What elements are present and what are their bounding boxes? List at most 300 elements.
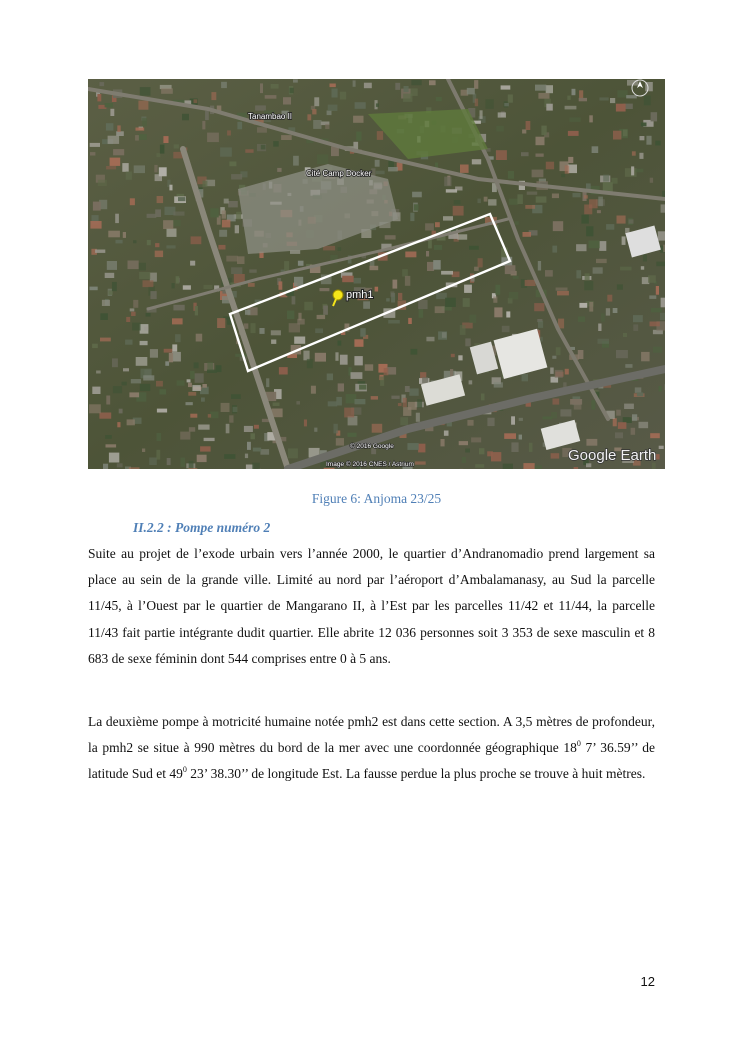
rooftop — [613, 308, 618, 313]
rooftop — [603, 175, 609, 182]
rooftop — [444, 177, 451, 187]
rooftop — [287, 311, 294, 320]
rooftop — [139, 272, 150, 279]
rooftop — [526, 121, 531, 130]
rooftop — [317, 315, 326, 319]
rooftop — [135, 135, 139, 141]
rooftop — [194, 362, 199, 368]
rooftop — [298, 313, 301, 321]
rooftop — [157, 433, 162, 441]
rooftop — [354, 278, 361, 284]
rooftop — [175, 334, 181, 342]
rooftop — [129, 467, 140, 469]
rooftop — [444, 431, 449, 436]
rooftop — [637, 392, 643, 396]
rooftop — [617, 284, 623, 289]
rooftop — [244, 426, 253, 432]
rooftop — [189, 427, 195, 432]
rooftop — [436, 97, 442, 101]
rooftop — [112, 358, 118, 367]
rooftop — [509, 199, 518, 205]
rooftop — [96, 371, 101, 374]
rooftop — [555, 370, 563, 378]
rooftop — [409, 388, 418, 395]
rooftop — [522, 129, 526, 133]
image-credit: Image © 2016 CNES / Astrium — [326, 461, 414, 468]
paragraph-2-part-2: 7’ 36.59’’ de latitude Sud et 49 — [88, 740, 655, 782]
rooftop — [106, 444, 117, 447]
rooftop — [364, 83, 372, 89]
rooftop — [110, 158, 121, 166]
rooftop — [365, 364, 374, 371]
rooftop — [661, 298, 665, 308]
rooftop — [235, 225, 239, 233]
rooftop — [574, 400, 582, 410]
rooftop — [294, 277, 303, 287]
rooftop — [208, 414, 211, 418]
rooftop — [454, 200, 461, 205]
rooftop — [90, 143, 100, 147]
rooftop — [519, 418, 523, 421]
rooftop — [105, 103, 113, 107]
rooftop — [220, 147, 232, 156]
rooftop — [110, 109, 114, 116]
rooftop — [123, 232, 126, 238]
rooftop — [613, 131, 621, 140]
rooftop — [435, 222, 440, 227]
rooftop — [327, 111, 332, 116]
satellite-figure — [88, 79, 665, 469]
rooftop — [273, 403, 280, 407]
rooftop — [596, 259, 607, 263]
rooftop — [294, 337, 305, 344]
rooftop — [340, 355, 348, 365]
rooftop — [279, 281, 283, 289]
rooftop — [188, 392, 196, 396]
rooftop — [312, 109, 316, 114]
rooftop — [557, 291, 569, 296]
rooftop — [525, 280, 536, 286]
rooftop — [142, 118, 147, 126]
rooftop — [391, 396, 399, 399]
rooftop — [167, 458, 171, 465]
rooftop — [97, 94, 101, 101]
rooftop — [113, 149, 124, 155]
rooftop — [603, 182, 613, 191]
rooftop — [523, 232, 532, 237]
rooftop — [601, 313, 605, 321]
rooftop — [363, 301, 370, 309]
paragraph-2 — [88, 709, 655, 788]
rooftop — [586, 439, 597, 446]
rooftop — [190, 414, 197, 418]
rooftop — [646, 136, 651, 145]
rooftop — [117, 422, 120, 427]
rooftop — [355, 102, 366, 109]
rooftop — [636, 169, 644, 173]
rooftop — [119, 409, 123, 414]
rooftop — [534, 303, 544, 311]
rooftop — [565, 165, 570, 173]
rooftop — [498, 112, 506, 117]
rooftop — [197, 455, 207, 462]
rooftop — [304, 302, 313, 311]
rooftop — [219, 230, 227, 237]
rooftop — [283, 97, 291, 104]
rooftop — [639, 422, 649, 428]
rooftop — [261, 145, 266, 150]
rooftop — [186, 402, 193, 405]
rooftop — [546, 85, 553, 93]
rooftop — [172, 352, 181, 362]
rooftop — [336, 438, 344, 446]
rooftop — [410, 213, 414, 221]
rooftop — [418, 444, 425, 453]
rooftop — [525, 205, 535, 209]
rooftop — [140, 341, 148, 345]
rooftop — [581, 215, 589, 224]
rooftop — [553, 221, 563, 231]
rooftop — [552, 246, 557, 253]
rooftop — [288, 448, 298, 458]
rooftop — [433, 260, 441, 270]
rooftop — [484, 197, 488, 202]
rooftop — [231, 394, 241, 399]
rooftop — [328, 105, 338, 111]
rooftop — [226, 256, 238, 262]
rooftop — [644, 96, 651, 106]
rooftop — [404, 86, 409, 92]
rooftop — [112, 282, 117, 291]
rooftop — [160, 145, 165, 154]
rooftop — [375, 287, 379, 292]
rooftop — [236, 212, 241, 220]
rooftop — [625, 364, 632, 368]
rooftop — [167, 229, 177, 237]
rooftop — [157, 409, 167, 413]
rooftop — [641, 352, 650, 361]
rooftop — [584, 205, 592, 215]
rooftop — [204, 285, 213, 289]
rooftop — [551, 453, 560, 458]
rooftop — [640, 136, 645, 140]
section-heading: II.2.2 : Pompe numéro 2 — [133, 520, 271, 535]
rooftop — [107, 261, 117, 270]
rooftop — [488, 199, 496, 205]
rooftop — [161, 88, 173, 94]
rooftop — [338, 247, 342, 251]
rooftop — [140, 87, 151, 96]
rooftop — [650, 322, 660, 327]
rooftop — [204, 438, 215, 441]
rooftop — [398, 403, 402, 406]
rooftop — [128, 261, 139, 270]
rooftop — [296, 401, 300, 404]
rooftop — [182, 114, 189, 121]
rooftop — [579, 90, 583, 98]
rooftop — [266, 378, 269, 387]
rooftop — [205, 111, 209, 120]
rooftop — [334, 424, 338, 434]
rooftop — [659, 446, 664, 449]
rooftop — [218, 245, 225, 250]
rooftop — [217, 318, 225, 328]
rooftop — [376, 171, 385, 175]
rooftop — [198, 425, 209, 430]
rooftop — [245, 149, 253, 153]
rooftop — [354, 356, 362, 365]
rooftop — [565, 106, 577, 110]
degree-sup-1: 0 — [576, 738, 581, 748]
rooftop — [196, 334, 203, 342]
rooftop — [428, 239, 432, 248]
rooftop — [651, 308, 662, 312]
rooftop — [106, 396, 110, 405]
rooftop — [620, 267, 631, 271]
rooftop — [130, 198, 135, 205]
rooftop — [229, 162, 236, 167]
rooftop — [190, 371, 195, 379]
rooftop — [384, 368, 389, 375]
place-label-1: Tanambao II — [248, 112, 293, 121]
rooftop — [513, 276, 519, 279]
rooftop — [245, 454, 248, 459]
rooftop — [467, 420, 473, 426]
rooftop — [469, 246, 479, 250]
rooftop — [173, 212, 184, 216]
rooftop — [458, 355, 462, 360]
rooftop — [606, 308, 610, 315]
rooftop — [469, 380, 473, 384]
rooftop — [535, 85, 546, 91]
rooftop — [623, 333, 627, 337]
rooftop — [629, 219, 634, 223]
rooftop — [277, 168, 281, 172]
rooftop — [656, 262, 665, 267]
rooftop — [328, 401, 338, 406]
rooftop — [136, 357, 148, 366]
rooftop — [327, 374, 333, 381]
rooftop — [496, 150, 507, 160]
rooftop — [535, 465, 542, 469]
rooftop — [495, 285, 500, 295]
rooftop — [360, 328, 365, 337]
rooftop — [342, 276, 354, 283]
rooftop — [207, 362, 213, 370]
rooftop — [156, 381, 163, 387]
rooftop — [338, 383, 344, 391]
rooftop — [290, 88, 294, 93]
rooftop — [203, 181, 208, 187]
rooftop — [479, 448, 484, 454]
rooftop — [386, 298, 390, 301]
rooftop — [501, 85, 511, 89]
rooftop — [231, 174, 242, 179]
rooftop — [133, 240, 136, 243]
rooftop — [403, 94, 412, 102]
rooftop — [260, 449, 269, 455]
rooftop — [99, 413, 111, 419]
rooftop — [247, 442, 251, 450]
rooftop — [515, 221, 519, 225]
rooftop — [380, 377, 384, 386]
rooftop — [376, 103, 379, 107]
rooftop — [660, 313, 665, 320]
rooftop — [464, 285, 472, 293]
rooftop — [453, 206, 464, 216]
rooftop — [648, 275, 656, 283]
rooftop — [336, 397, 342, 406]
rooftop — [293, 156, 299, 166]
rooftop — [599, 97, 608, 100]
rooftop — [504, 103, 509, 106]
rooftop — [641, 123, 647, 127]
rooftop — [422, 377, 428, 383]
rooftop — [149, 458, 157, 466]
rooftop — [169, 185, 172, 191]
rooftop — [408, 318, 412, 324]
degree-sup-2: 0 — [182, 764, 187, 774]
rooftop — [194, 99, 198, 103]
rooftop — [315, 328, 323, 333]
rooftop — [651, 112, 658, 121]
rooftop — [606, 224, 614, 230]
rooftop — [578, 316, 585, 321]
rooftop — [527, 192, 538, 195]
rooftop — [475, 464, 484, 468]
rooftop — [653, 347, 662, 353]
rooftop — [508, 95, 513, 103]
rooftop — [136, 128, 145, 131]
rooftop — [519, 435, 522, 440]
rooftop — [615, 432, 623, 438]
rooftop — [536, 196, 547, 202]
rooftop — [390, 291, 394, 296]
rooftop — [130, 308, 135, 311]
rooftop — [412, 192, 422, 198]
rooftop — [508, 171, 514, 179]
rooftop — [132, 323, 141, 331]
rooftop — [631, 428, 636, 435]
rooftop — [210, 208, 218, 217]
rooftop — [254, 425, 259, 429]
rooftop — [166, 245, 175, 248]
rooftop — [178, 197, 185, 201]
rooftop — [174, 144, 179, 148]
rooftop — [289, 323, 300, 332]
rooftop — [252, 463, 260, 469]
rooftop — [122, 382, 127, 386]
rooftop — [106, 166, 116, 169]
rooftop — [607, 295, 612, 302]
rooftop — [320, 288, 330, 291]
rooftop — [271, 340, 276, 344]
rooftop — [434, 245, 442, 250]
rooftop — [303, 351, 309, 361]
copyright-credit: © 2016 Google — [350, 443, 394, 450]
rooftop — [613, 418, 617, 426]
rooftop — [585, 273, 590, 280]
rooftop — [284, 261, 289, 271]
rooftop — [200, 446, 211, 451]
rooftop — [105, 435, 112, 439]
rooftop — [568, 131, 579, 136]
rooftop — [260, 83, 263, 93]
rooftop — [523, 463, 534, 469]
rooftop — [314, 97, 319, 106]
rooftop — [307, 359, 313, 368]
rooftop — [635, 387, 642, 393]
rooftop — [224, 454, 235, 459]
rooftop — [632, 151, 636, 155]
rooftop — [494, 307, 502, 317]
rooftop — [147, 214, 157, 218]
rooftop — [617, 90, 627, 97]
rooftop — [556, 347, 561, 355]
rooftop — [108, 231, 120, 238]
rooftop — [140, 384, 151, 391]
rooftop — [155, 251, 163, 258]
rooftop — [618, 422, 627, 429]
rooftop — [442, 332, 447, 338]
rooftop — [183, 285, 191, 289]
rooftop — [411, 349, 418, 355]
rooftop — [639, 153, 643, 159]
rooftop — [235, 354, 247, 357]
rooftop — [465, 338, 470, 346]
rooftop — [172, 344, 177, 351]
rooftop — [207, 370, 217, 373]
rooftop — [172, 318, 183, 324]
rooftop — [450, 369, 453, 377]
rooftop — [359, 385, 366, 390]
rooftop — [426, 337, 434, 342]
rooftop — [573, 193, 581, 197]
rooftop — [131, 379, 141, 383]
rooftop — [496, 126, 504, 132]
rooftop — [251, 433, 255, 439]
rooftop — [117, 125, 120, 131]
rooftop — [377, 131, 383, 140]
rooftop — [195, 306, 198, 315]
rooftop — [568, 157, 573, 163]
rooftop — [103, 464, 108, 469]
rooftop — [402, 269, 408, 276]
rooftop — [315, 353, 326, 362]
rooftop — [126, 172, 132, 180]
satellite-map — [88, 79, 665, 469]
rooftop — [616, 410, 621, 416]
rooftop — [493, 297, 497, 303]
rooftop — [538, 321, 543, 328]
rooftop — [475, 99, 478, 107]
rooftop — [561, 174, 565, 177]
rooftop — [485, 99, 493, 109]
rooftop — [188, 383, 192, 387]
rooftop — [398, 293, 402, 300]
rooftop — [417, 399, 422, 408]
rooftop — [599, 241, 606, 251]
rooftop — [229, 415, 233, 422]
pin-label: pmh1 — [346, 289, 374, 301]
rooftop — [356, 132, 361, 141]
rooftop — [202, 121, 205, 129]
rooftop — [222, 220, 231, 228]
rooftop — [589, 115, 593, 122]
rooftop — [249, 269, 256, 272]
rooftop — [633, 315, 643, 322]
rooftop — [494, 382, 503, 387]
